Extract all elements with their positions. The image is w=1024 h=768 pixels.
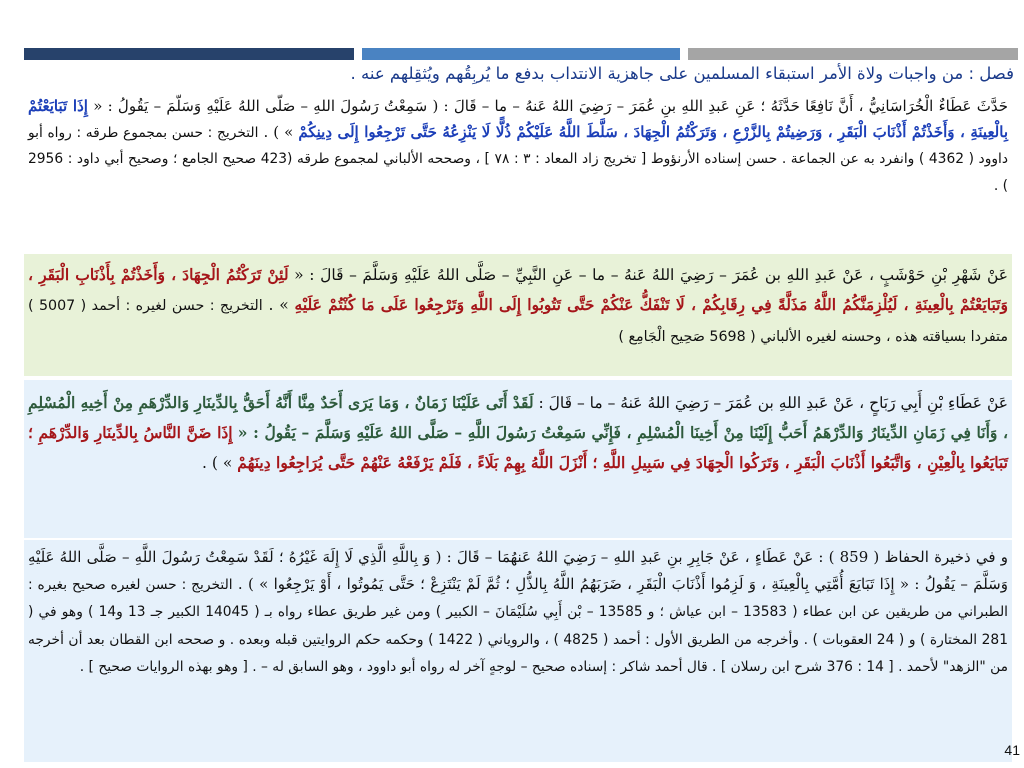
hadith-block-3 [24, 380, 1012, 538]
header-bar-dark [24, 48, 354, 60]
hadith-1-close: » ) . [263, 122, 294, 141]
hadith-4-intro: و في ذخيرة الحفاظ ( 859 ) : عَنْ عَطَاءٍ ، عَنْ جَابِرِ بنِ عَبدِ اللهِ – رَضِيَ اللهُ عَنهُمَا – قَالَ : ( وَ بِاللَّهِ الَّذِي لَا إِلَهَ غَيْرُهُ ؛ لَقَدْ سَمِعْتُ رَسُولَ اللَّهِ – صَلَّى اللهُ عَلَيْهِ وَسَلَّمَ – يَقُولُ : « [28, 548, 1008, 593]
hadith-block-1 [24, 94, 1012, 252]
hadith-2-paragraph [24, 254, 1012, 352]
hadith-1-paragraph [24, 94, 1012, 199]
hadith-1-takhrij: التخريج : حسن بمجموع طرقه : رواه أبو داوود ( 4362 ) وانفرد به عن الجماعة . حسن إسناده الأرنؤوط [ تخريج زاد المعاد : ٣ : ٧٨ ] ، وصححه الألباني لمجموع طرقه (423 صحيح الجامع ؛ وصحيح أبي داود : 2956 ) . [28, 124, 1009, 194]
hadith-2-close: » . [268, 296, 289, 314]
hadith-2-narration: عَنْ شَهْرِ بْنِ حَوْشَبٍ ، عَنْ عَبدِ اللهِ بن عُمَرَ – رَضِيَ اللهُ عَنهُ – ما – عَنِ النَّبِيِّ – صَلَّى اللهُ عَلَيْهِ وَسَلَّمَ – قَالَ : « [294, 266, 1009, 284]
header-bar-gray [688, 48, 1018, 60]
hadith-block-4 [24, 540, 1012, 762]
hadith-3-narration: عَنْ عَطَاءِ بْنِ أَبِي رَبَاحٍ ، عَنْ عَبدِ اللهِ بن عُمَرَ – رَضِيَ اللهُ عَنهُ – ما – قَالَ : [538, 394, 1008, 412]
header-bar-blue [362, 48, 680, 60]
header-bars [24, 48, 1018, 60]
hadith-4-close: » ) . [237, 574, 269, 593]
hadith-4-text: إِذَا تَبَايَعَ أُمَّتِي بِالْعِينَةِ ، وَ لَزِمُوا أَذْنَابَ الْبَقَرِ ، ضَرَبَهُمُ اللَّهُ بِالذُّلِ ؛ ثُمَّ لَمْ يَنْتَزِعْ ؛ حَتَّى يَمُوتُوا ، أَوْ يَرْجِعُوا [273, 574, 895, 593]
hadith-3-story: لَقَدْ أَتَى عَلَيْنَا زَمَانٌ ، وَمَا يَرَى أَحَدٌ مِنَّا أَنَّهُ أَحَقُّ بِالدِّينَارِ وَالدِّرْهَمِ مِنْ أَخِيهِ الْمُسْلِمِ ، وَأَنَا فِي زَمَانِ الدِّينَارُ وَالدِّرْهَمُ أَحَبُّ إِلَيْنَا مِنْ أَخِينَا الْمُسْلِمِ ، فَإِنِّي سَمِعْتُ رَسُولَ اللَّهِ – صَلَّى اللهُ عَلَيْهِ وَسَلَّمَ – يَقُولُ : « [28, 393, 1009, 442]
hadith-1-text: إِذَا تَبَايَعْتُمْ بِالْعِينَةِ ، وَأَخَذْتُمْ أَذْنَابَ الْبَقَرِ ، وَرَضِيتُمْ بِالزَّرْعِ ، وَتَرَكْتُمُ الْجِهَادَ ، سَلَّطَ اللَّهُ عَلَيْكُمْ ذُلًّا لَا يَنْزِعُهُ حَتَّى تَرْجِعُوا إِلَى دِينِكُمْ [28, 97, 1008, 141]
hadith-1-narration: حَدَّثَ عَطَاءٌ الْخُرَاسَانِيُّ ، أَنَّ نَافِعًا حَدَّثَهُ ؛ عَنِ عَبدِ اللهِ بنِ عُمَرَ – رَضِيَ اللهُ عَنهُ – ما – قَالَ : ( سَمِعْتُ رَسُولَ اللهِ – صَلَّى اللهُ عَلَيْهِ وَسَلَّمَ – يَقُولُ : « [93, 97, 1008, 115]
hadith-2-text: لَئِنْ تَرَكْتُمُ الْجِهَادَ ، وَأَخَذْتُمْ بِأَذْنَابِ الْبَقَرِ ، وَتَبَايَعْتُمْ بِالْعِينَةِ ، لَيُلْزِمَنَّكُمُ اللَّهُ مَذَلَّةً فِي رِقَابِكُمْ ، لَا تَنْفَكُّ عَنْكُمْ حَتَّى تَتُوبُوا إِلَى اللَّهِ وَتَرْجِعُوا عَلَى مَا كُنْتُمْ عَلَيْهِ [28, 265, 1008, 314]
hadith-2-takhrij: التخريج : حسن لغيره : أحمد ( 5007 ) متفردا بسياقته هذه ، وحسنه لغيره الألباني ( 5698 صَحِيح الْجَامِع ) [28, 298, 1008, 345]
hadith-3-paragraph [24, 380, 1012, 478]
page-number: 41 [1004, 742, 1020, 758]
slide-title: فصل : من واجبات ولاة الأمر استبقاء المسلمين على جاهزية الانتداب بدفع ما يُربِقُهم ويُثقِلهم عنه . [350, 64, 1014, 83]
hadith-3-text: إِذَا ضَنَّ النَّاسُ بِالدِّينَارِ وَالدِّرْهَمِ ؛ تَبَايَعُوا بِالْعِيْنِ ، وَاتَّبَعُوا أَذْنَابَ الْبَقَرِ ، وَتَرَكُوا الْجِهَادَ فِي سَبِيلِ اللَّهِ ؛ أَنْزَلَ اللَّهُ بِهِمْ بَلَاءً ، فَلَمْ يَرْفَعْهُ عَنْهُمْ حَتَّى يُرَاجِعُوا دِينَهُمْ [28, 423, 1008, 472]
hadith-4-paragraph [24, 540, 1012, 681]
hadith-4-takhrij: التخريج : حسن لغيره صحيح بغيره : الطبراني من طريقين عن ابن عطاء ( 13583 – ابن عياش ؛ و 13585 – بْن أَبِي سُلَيْمَانَ – الكبير ) ومن غير طريق عطاء رواه بـ ( 14045 الكبير جـ 13 و14 ) وهو في ( 281 المختارة ) و ( 24 العقوبات ) . وأخرجه من الطريق الأول : أحمد ( 4825 ) ، والروياني ( 1422 ) وحكمه حكم الروايتين قبله وبعده . و صححه ابن القطان بعد أن أخرجه من "الزهد" لأحمد . [ 14 : 376 شرح ابن رسلان ] . قال أحمد شاكر : إسناده صحيح – لوجهٍ آخر له رواه أبو داوود ، وهو السابق له – . [ وهو بهذه الروايات صحيح ] . [28, 576, 1008, 675]
hadith-block-2 [24, 254, 1012, 376]
hadith-3-close: » ) . [202, 454, 233, 472]
